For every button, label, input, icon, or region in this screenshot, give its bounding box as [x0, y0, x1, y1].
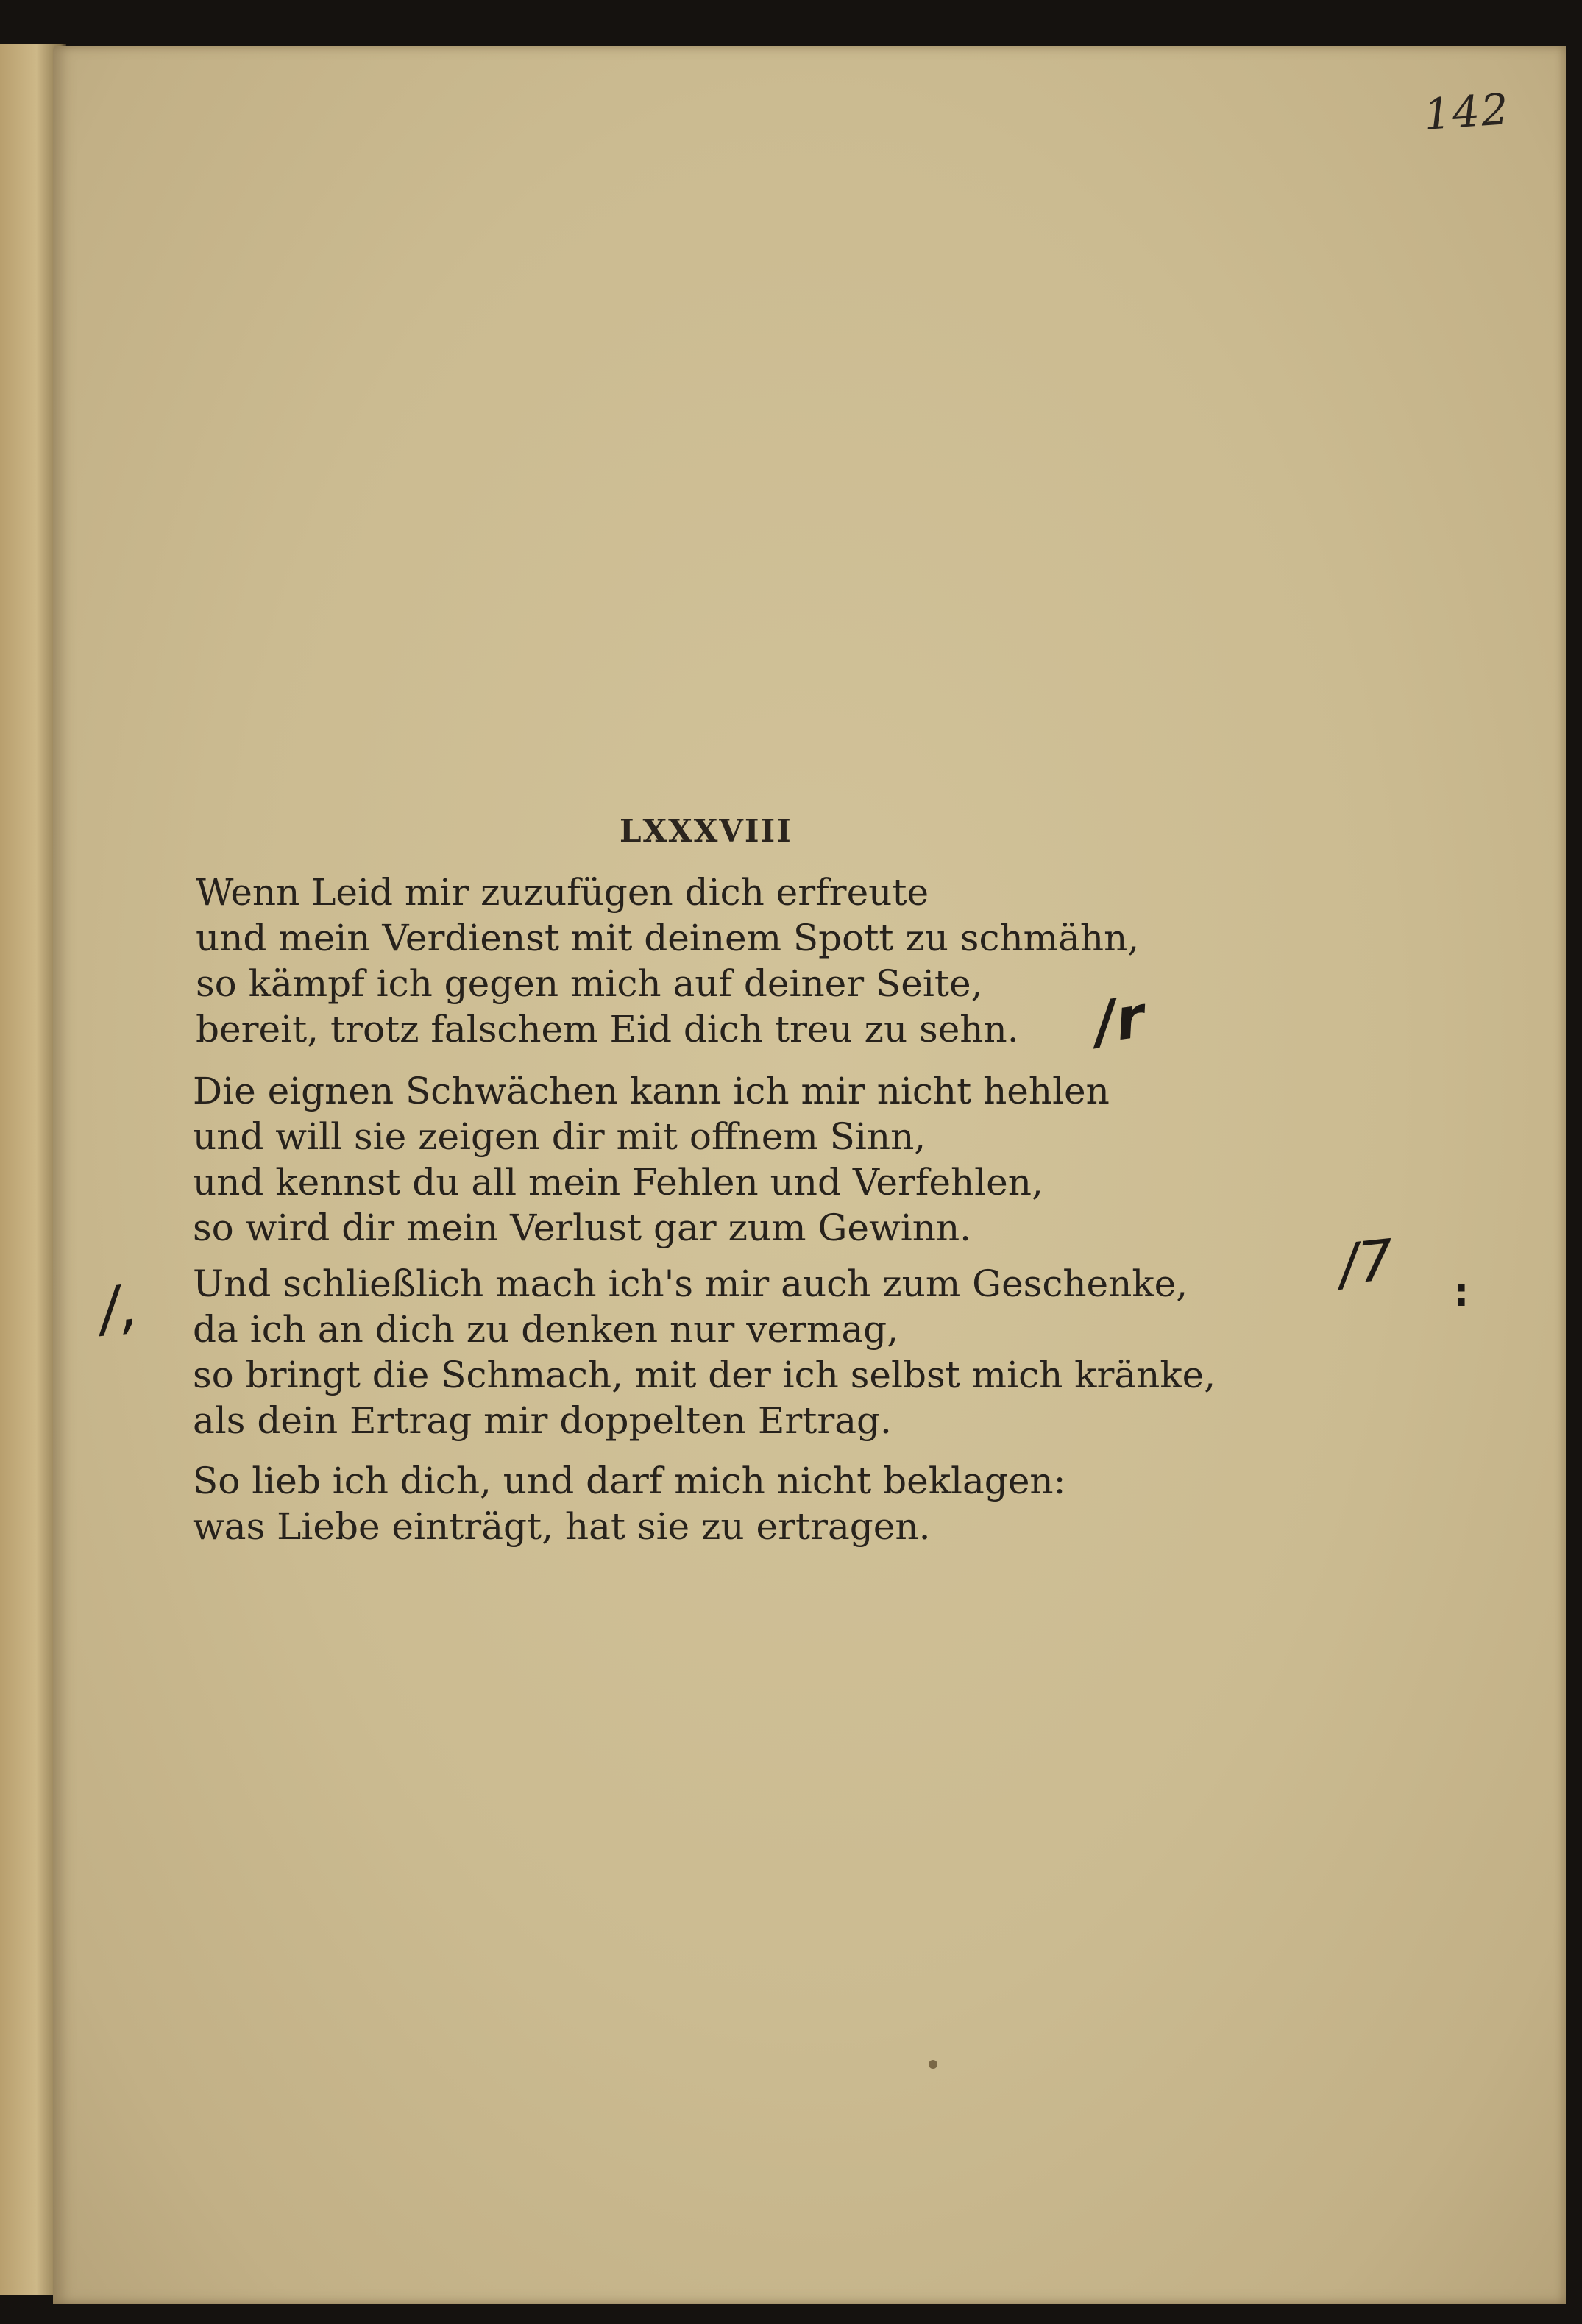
- handwritten-mark: /r: [1090, 984, 1149, 1057]
- poem-line: so bringt die Schmach, mit der ich selbst mich kränke,: [193, 1354, 1216, 1396]
- poem-line: Die eignen Schwächen kann ich mir nicht hehlen: [193, 1070, 1110, 1112]
- paper-speck: [929, 2060, 937, 2069]
- poem-line: so wird dir mein Verlust gar zum Gewinn.: [193, 1207, 972, 1249]
- handwritten-mark: /,: [94, 1271, 143, 1345]
- poem-line: So lieb ich dich, und darf mich nicht beklagen:: [193, 1460, 1066, 1502]
- poem-line: als dein Ertrag mir doppelten Ertrag.: [193, 1399, 892, 1442]
- poem-line: bereit, trotz falschem Eid dich treu zu sehn.: [196, 1008, 1019, 1051]
- poem-line: und will sie zeigen dir mit offnem Sinn,: [193, 1115, 926, 1158]
- handwritten-mark: :: [1453, 1269, 1469, 1315]
- poem-line: und mein Verdienst mit deinem Spott zu schmähn,: [196, 917, 1140, 959]
- poem-line: was Liebe einträgt, hat sie zu ertragen.: [193, 1505, 931, 1548]
- poem-line: so kämpf ich gegen mich auf deiner Seite,: [196, 962, 983, 1005]
- page-number: 142: [1422, 84, 1511, 140]
- poem-line: und kennst du all mein Fehlen und Verfehlen,: [193, 1161, 1043, 1204]
- poem-line: Wenn Leid mir zuzufügen dich erfreute: [196, 871, 929, 914]
- poem-number: LXXXVIII: [620, 813, 792, 849]
- handwritten-mark: /7: [1336, 1226, 1397, 1298]
- poem-line: Und schließlich mach ich's mir auch zum Geschenke,: [193, 1262, 1188, 1305]
- poem-line: da ich an dich zu denken nur vermag,: [193, 1308, 899, 1351]
